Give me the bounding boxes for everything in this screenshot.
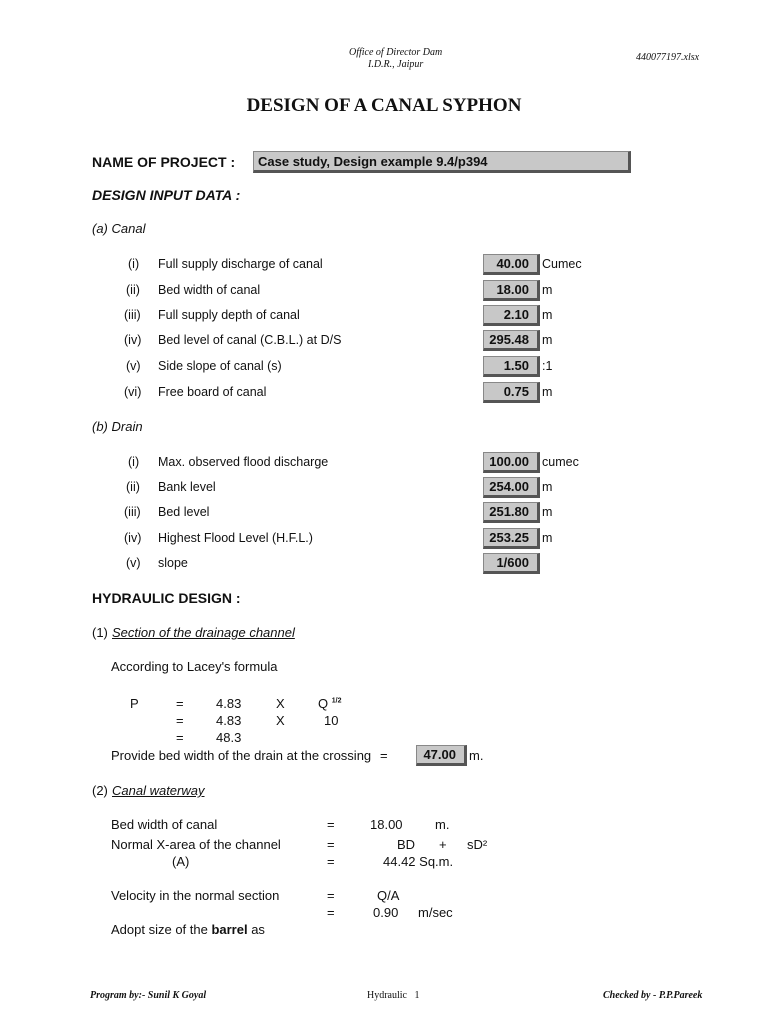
- row-label: Full supply depth of canal: [158, 308, 300, 322]
- value-field[interactable]: 1.50: [483, 356, 540, 377]
- row-label: Bank level: [158, 480, 216, 494]
- area-symbol: (A): [172, 854, 190, 869]
- unit-label: m: [542, 283, 553, 297]
- equals-sign: =: [380, 748, 388, 763]
- row-num: (iii): [124, 308, 141, 322]
- equals-sign: =: [327, 817, 335, 832]
- row-label: Free board of canal: [158, 385, 267, 399]
- plus-sign: +: [439, 837, 447, 852]
- value-field[interactable]: 2.10: [483, 305, 540, 326]
- times-sign: X: [276, 696, 285, 711]
- section-1-title: Section of the drainage channel: [112, 625, 295, 640]
- office-line-2: I.D.R., Jaipur: [368, 59, 424, 70]
- canal-heading: (a) Canal: [92, 221, 146, 236]
- office-line-1: Office of Director Dam: [349, 47, 443, 58]
- unit-label: m: [542, 385, 553, 399]
- value-field[interactable]: 295.48: [483, 330, 540, 351]
- unit-label: Cumec: [542, 257, 582, 271]
- equals-sign: =: [327, 888, 335, 903]
- bed-width-value: 18.00: [370, 817, 403, 832]
- row-num: (v): [126, 359, 141, 373]
- xarea-label: Normal X-area of the channel: [111, 837, 281, 852]
- unit-label: m: [542, 308, 553, 322]
- hydraulic-heading: HYDRAULIC DESIGN :: [92, 590, 241, 606]
- drain-bed-width-field[interactable]: 47.00: [416, 745, 467, 766]
- row-num: (i): [128, 257, 140, 271]
- file-name: 440077197.xlsx: [636, 52, 700, 63]
- footer-program-by: Program by:- Sunil K Goyal: [90, 990, 207, 1001]
- row-label: slope: [158, 556, 188, 570]
- sd2-term: sD²: [467, 837, 488, 852]
- section-2-number: (2): [92, 783, 108, 798]
- p-symbol: P: [130, 696, 139, 711]
- q-root-value: 10: [324, 713, 339, 728]
- row-label: Max. observed flood discharge: [158, 455, 329, 469]
- equals-sign: =: [176, 730, 184, 745]
- q-over-a: Q/A: [377, 888, 400, 903]
- row-num: (iv): [124, 531, 142, 545]
- footer-checked-by: Checked by - P.P.Pareek: [603, 990, 703, 1001]
- bd-term: BD: [397, 837, 416, 852]
- project-name-field[interactable]: Case study, Design example 9.4/p394: [253, 151, 631, 173]
- design-input-label: DESIGN INPUT DATA :: [92, 187, 241, 203]
- row-label: Side slope of canal (s): [158, 359, 282, 373]
- value-field[interactable]: 251.80: [483, 502, 540, 523]
- p-result: 48.3: [216, 730, 242, 745]
- unit-label: m.: [469, 748, 484, 763]
- adopt-barrel-text: Adopt size of the barrel as: [111, 922, 265, 937]
- velocity-label: Velocity in the normal section: [111, 888, 280, 903]
- row-num: (vi): [124, 385, 142, 399]
- area-value: 44.42 Sq.m.: [383, 854, 454, 869]
- q-symbol: Q $^{1/2}$: [318, 696, 342, 711]
- project-label: NAME OF PROJECT :: [92, 154, 236, 170]
- lacey-text: According to Lacey's formula: [111, 659, 278, 674]
- equals-sign: =: [327, 905, 335, 920]
- equals-sign: =: [327, 837, 335, 852]
- provide-label: Provide bed width of the drain at the crossing: [111, 748, 372, 763]
- unit-label: cumec: [542, 455, 579, 469]
- equals-sign: =: [327, 854, 335, 869]
- value-field[interactable]: 100.00: [483, 452, 540, 473]
- value-field[interactable]: 254.00: [483, 477, 540, 498]
- row-num: (i): [128, 455, 140, 469]
- unit-label: m: [542, 333, 553, 347]
- unit-label: m: [542, 531, 553, 545]
- bed-width-label: Bed width of canal: [111, 817, 218, 832]
- times-sign: X: [276, 713, 285, 728]
- row-num: (iv): [124, 333, 142, 347]
- value-field[interactable]: 0.75: [483, 382, 540, 403]
- row-num: (v): [126, 556, 141, 570]
- equals-sign: =: [176, 713, 184, 728]
- unit-label: m.: [435, 817, 450, 832]
- value-field[interactable]: 40.00: [483, 254, 540, 275]
- value-field[interactable]: 253.25: [483, 528, 540, 549]
- drain-heading: (b) Drain: [92, 419, 143, 434]
- footer-sheet: Hydraulic 1: [367, 990, 420, 1001]
- section-1-number: (1): [92, 625, 108, 640]
- section-2-title: Canal waterway: [112, 783, 205, 798]
- unit-label: m: [542, 480, 553, 494]
- value-field[interactable]: 18.00: [483, 280, 540, 301]
- row-num: (ii): [126, 480, 140, 494]
- row-label: Highest Flood Level (H.F.L.): [158, 531, 313, 545]
- unit-label: :1: [542, 359, 553, 373]
- row-num: (iii): [124, 505, 141, 519]
- velocity-unit: m/sec: [418, 905, 453, 920]
- row-label: Bed level: [158, 505, 210, 519]
- value-field[interactable]: 1/600: [483, 553, 540, 574]
- unit-label: m: [542, 505, 553, 519]
- velocity-value: 0.90: [373, 905, 399, 920]
- coefficient: 4.83: [216, 713, 242, 728]
- equals-sign: =: [176, 696, 184, 711]
- row-num: (ii): [126, 283, 140, 297]
- coefficient: 4.83: [216, 696, 242, 711]
- row-label: Full supply discharge of canal: [158, 257, 323, 271]
- row-label: Bed width of canal: [158, 283, 261, 297]
- page-title: DESIGN OF A CANAL SYPHON: [246, 95, 522, 116]
- row-label: Bed level of canal (C.B.L.) at D/S: [158, 333, 342, 347]
